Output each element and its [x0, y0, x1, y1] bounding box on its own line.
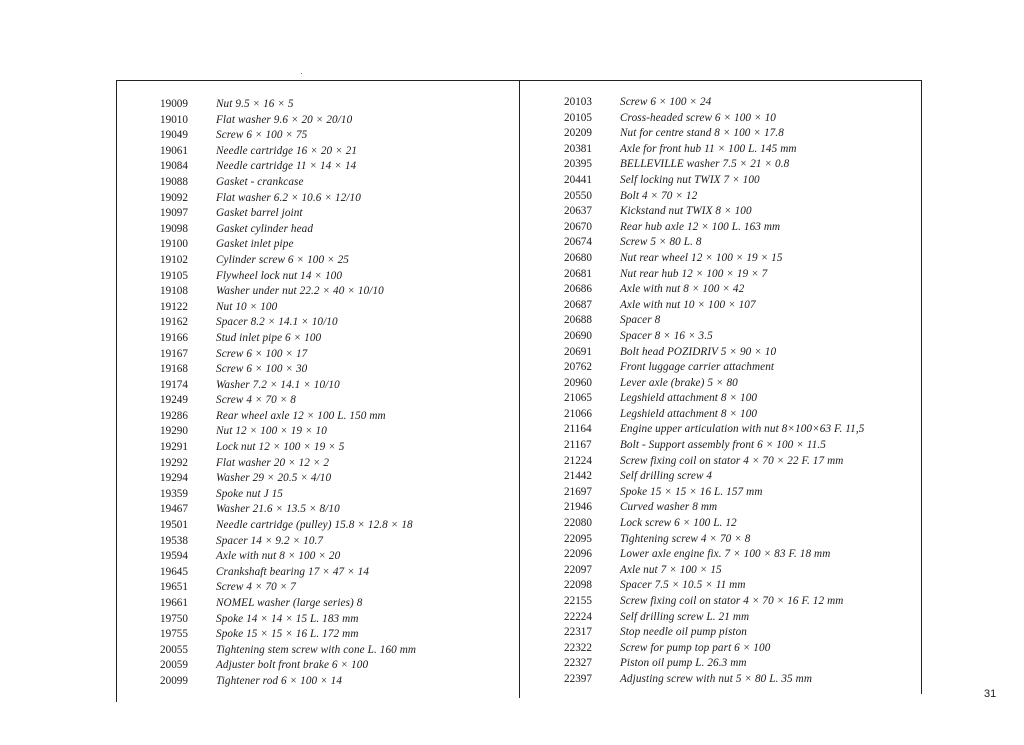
parts-list-row: [564, 345, 914, 361]
part-description: Nut 12 × 100 × 19 × 10: [216, 425, 327, 438]
parts-list-row: [160, 128, 510, 144]
part-description: Spoke 15 × 15 × 16 L. 172 mm: [216, 628, 359, 641]
parts-list-row: [564, 142, 914, 158]
parts-list-row: [160, 315, 510, 331]
parts-list-row: [564, 376, 914, 392]
parts-list-row: [564, 438, 914, 454]
part-number: 19467: [160, 503, 188, 516]
part-description: Gasket - crankcase: [216, 175, 304, 188]
parts-list-row: [160, 362, 510, 378]
parts-list-right-column: [564, 95, 914, 688]
parts-list-left-column: [160, 97, 510, 690]
part-number: 20762: [564, 361, 592, 374]
parts-list-row: [564, 95, 914, 111]
part-description: Nut rear hub 12 × 100 × 19 × 7: [620, 267, 768, 280]
parts-list-row: [564, 563, 914, 579]
parts-list-row: [160, 347, 510, 363]
part-number: 19291: [160, 441, 188, 454]
parts-list-row: [160, 612, 510, 628]
parts-list-row: [564, 360, 914, 376]
part-description: Screw 4 × 70 × 7: [216, 581, 296, 594]
table-right-rule: [921, 80, 922, 694]
part-number: 20637: [564, 205, 592, 218]
part-description: Adjusting screw with nut 5 × 80 L. 35 mm: [620, 672, 813, 685]
part-number: 19538: [160, 534, 188, 547]
part-number: 19168: [160, 363, 188, 376]
part-number: 19010: [160, 113, 188, 126]
parts-list-row: [160, 565, 510, 581]
part-number: 19100: [160, 238, 188, 251]
part-description: Axle nut 7 × 100 × 15: [620, 563, 722, 576]
part-number: 21697: [564, 485, 592, 498]
part-number: 19290: [160, 425, 188, 438]
part-number: 19049: [160, 129, 188, 142]
part-number: 20960: [564, 376, 592, 389]
part-number: 21224: [564, 454, 592, 467]
part-number: 19755: [160, 628, 188, 641]
part-description: Lower axle engine fix. 7 × 100 × 83 F. 18 mm: [620, 548, 831, 561]
part-description: Cylinder screw 6 × 100 × 25: [216, 253, 349, 266]
part-number: 21442: [564, 470, 592, 483]
parts-list-row: [564, 485, 914, 501]
parts-list-row: [564, 454, 914, 470]
part-description: Spacer 8.2 × 14.1 × 10/10: [216, 316, 338, 329]
parts-list-row: [160, 237, 510, 253]
part-number: 20381: [564, 142, 592, 155]
parts-list-row: [564, 516, 914, 532]
parts-list-row: [564, 204, 914, 220]
part-description: Lever axle (brake) 5 × 80: [620, 376, 738, 389]
part-number: 19249: [160, 394, 188, 407]
parts-list-row: [564, 532, 914, 548]
parts-list-row: [564, 189, 914, 205]
part-number: 20059: [160, 659, 188, 672]
part-number: 22080: [564, 517, 592, 530]
part-number: 20105: [564, 111, 592, 124]
part-description: Stud inlet pipe 6 × 100: [216, 331, 322, 344]
part-number: 21065: [564, 392, 592, 405]
part-description: Needle cartridge 16 × 20 × 21: [216, 144, 358, 157]
parts-list-row: [160, 580, 510, 596]
parts-list-row: [564, 625, 914, 641]
part-number: 22155: [564, 595, 592, 607]
parts-list-row: [160, 440, 510, 456]
parts-list-row: [160, 175, 510, 191]
part-number: 22317: [564, 626, 592, 639]
part-description: Screw 4 × 70 × 8: [216, 394, 296, 407]
part-number: 20055: [160, 643, 188, 656]
part-number: 19594: [160, 550, 188, 563]
part-description: Flat washer 20 × 12 × 2: [216, 456, 330, 469]
parts-list-row: [564, 594, 914, 610]
part-description: Screw fixing coil on stator 4 × 70 × 22 F. 17 mm: [620, 454, 844, 467]
parts-list-row: [564, 391, 914, 407]
part-number: 20686: [564, 283, 592, 296]
part-number: 22224: [564, 610, 592, 623]
parts-list-row: [160, 549, 510, 565]
part-number: 19097: [160, 207, 188, 220]
parts-list-row: [160, 674, 510, 690]
part-number: 19166: [160, 331, 188, 344]
part-description: Spacer 8 × 16 × 3.5: [620, 329, 713, 342]
part-number: 19102: [160, 253, 188, 266]
part-number: 21946: [564, 501, 592, 514]
parts-list-row: [160, 159, 510, 175]
part-description: Spacer 7.5 × 10.5 × 11 mm: [620, 579, 746, 592]
part-description: Gasket inlet pipe: [216, 238, 294, 251]
part-description: Gasket barrel joint: [216, 207, 303, 220]
part-description: Bolt 4 × 70 × 12: [620, 189, 698, 202]
part-number: 20674: [564, 236, 592, 249]
part-description: Cross-headed screw 6 × 100 × 10: [620, 111, 776, 124]
part-description: Spacer 8: [620, 314, 661, 327]
part-description: Axle for front hub 11 × 100 L. 145 mm: [620, 142, 797, 155]
part-description: Lock screw 6 × 100 L. 12: [620, 517, 737, 530]
part-number: 22397: [564, 672, 592, 685]
page-number: 31: [984, 688, 997, 700]
parts-list-row: [160, 222, 510, 238]
part-description: Curved washer 8 mm: [620, 501, 718, 514]
parts-list-row: [160, 253, 510, 269]
part-description: Nut rear wheel 12 × 100 × 19 × 15: [620, 251, 783, 264]
part-number: 20691: [564, 345, 592, 358]
parts-list-row: [564, 672, 914, 688]
part-number: 21066: [564, 407, 592, 420]
parts-list-row: [160, 518, 510, 534]
part-number: 21167: [564, 439, 592, 452]
part-description: Tightening stem screw with cone L. 160 mm: [216, 643, 417, 656]
part-description: Rear hub axle 12 × 100 L. 163 mm: [620, 220, 781, 233]
parts-list-row: [564, 282, 914, 298]
parts-list-row: [160, 300, 510, 316]
part-description: BELLEVILLE washer 7.5 × 21 × 0.8: [620, 158, 790, 171]
part-number: 19174: [160, 378, 188, 391]
part-description: Nut for centre stand 8 × 100 × 17.8: [620, 127, 784, 140]
parts-list-row: [160, 378, 510, 394]
parts-list-row: [160, 144, 510, 160]
part-description: Crankshaft bearing 17 × 47 × 14: [216, 565, 370, 578]
part-description: Self drilling screw 4: [620, 470, 713, 483]
parts-list-row: [564, 235, 914, 251]
part-description: Rear wheel axle 12 × 100 L. 150 mm: [216, 409, 386, 422]
part-description: Piston oil pump L. 26.3 mm: [620, 657, 747, 670]
part-description: Front luggage carrier attachment: [620, 361, 775, 374]
part-description: Screw 6 × 100 × 75: [216, 129, 308, 142]
parts-list-row: [564, 267, 914, 283]
parts-list-row: [160, 471, 510, 487]
part-number: 22095: [564, 532, 592, 545]
part-number: 19359: [160, 487, 188, 500]
parts-list-row: [160, 658, 510, 674]
part-description: Engine upper articulation with nut 8×100×63 F. 11,5: [620, 423, 865, 436]
part-description: NOMEL washer (large series) 8: [216, 597, 363, 609]
part-description: Spacer 14 × 9.2 × 10.7: [216, 534, 324, 547]
part-description: Tightening screw 4 × 70 × 8: [620, 532, 751, 545]
parts-list-row: [564, 407, 914, 423]
part-number: 19167: [160, 347, 188, 360]
part-description: Flywheel lock nut 14 × 100: [216, 269, 343, 282]
part-number: 21164: [564, 423, 592, 436]
part-description: Nut 9.5 × 16 × 5: [216, 98, 294, 110]
part-number: 22096: [564, 548, 592, 561]
parts-list-row: [564, 157, 914, 173]
parts-list-row: [564, 126, 914, 142]
parts-list-row: [564, 610, 914, 626]
parts-list-row: [160, 409, 510, 425]
part-description: Washer 7.2 × 14.1 × 10/10: [216, 378, 340, 391]
part-description: Spoke 15 × 15 × 16 L. 157 mm: [620, 485, 763, 498]
part-description: Lock nut 12 × 100 × 19 × 5: [216, 441, 345, 454]
part-description: Flat washer 6.2 × 10.6 × 12/10: [216, 191, 361, 204]
part-number: 19105: [160, 269, 188, 282]
parts-list-row: [160, 596, 510, 612]
parts-list-row: [564, 500, 914, 516]
part-number: 19162: [160, 316, 188, 329]
parts-list-row: [160, 487, 510, 503]
parts-list-row: [564, 220, 914, 236]
parts-list-row: [160, 627, 510, 643]
part-description: Gasket cylinder head: [216, 222, 314, 235]
part-description: Spoke nut J 15: [216, 487, 283, 500]
part-description: Legshield attachment 8 × 100: [620, 392, 758, 405]
part-number: 20441: [564, 173, 592, 186]
part-number: 20670: [564, 220, 592, 233]
parts-list-row: [564, 298, 914, 314]
part-number: 19286: [160, 409, 188, 422]
part-number: 20209: [564, 127, 592, 140]
parts-list-row: [564, 578, 914, 594]
part-description: Screw for pump top part 6 × 100: [620, 641, 771, 654]
parts-list-row: [564, 469, 914, 485]
part-number: 19084: [160, 160, 188, 173]
part-description: Tightener rod 6 × 100 × 14: [216, 674, 343, 687]
part-number: 19651: [160, 581, 188, 594]
part-description: Needle cartridge 11 × 14 × 14: [216, 160, 357, 173]
parts-list-row: [160, 502, 510, 518]
part-number: 20099: [160, 674, 188, 687]
part-number: 20688: [564, 314, 592, 327]
part-description: Screw 6 × 100 × 17: [216, 347, 308, 360]
parts-list-row: [160, 284, 510, 300]
parts-list-row: [160, 97, 510, 113]
part-number: 20690: [564, 329, 592, 342]
parts-list-row: [564, 656, 914, 672]
parts-list-row: [160, 456, 510, 472]
parts-list-row: [564, 251, 914, 267]
parts-list-row: [160, 393, 510, 409]
parts-list-row: [564, 422, 914, 438]
part-number: 20395: [564, 158, 592, 171]
part-description: Screw 6 × 100 × 24: [620, 96, 712, 108]
part-description: Axle with nut 10 × 100 × 107: [620, 298, 756, 311]
part-description: Flat washer 9.6 × 20 × 20/10: [216, 113, 353, 126]
part-number: 20681: [564, 267, 592, 280]
part-description: Self locking nut TWIX 7 × 100: [620, 173, 760, 186]
part-description: Spoke 14 × 14 × 15 L. 183 mm: [216, 612, 359, 625]
part-description: Needle cartridge (pulley) 15.8 × 12.8 × 18: [216, 519, 413, 532]
part-number: 20550: [564, 189, 592, 202]
part-description: Washer 29 × 20.5 × 4/10: [216, 472, 332, 485]
part-number: 20680: [564, 251, 592, 264]
part-number: 22322: [564, 641, 592, 654]
part-description: Kickstand nut TWIX 8 × 100: [620, 205, 752, 218]
parts-list-row: [160, 191, 510, 207]
part-number: 22097: [564, 563, 592, 576]
part-description: Bolt head POZIDRIV 5 × 90 × 10: [620, 345, 777, 358]
part-description: Stop needle oil pump piston: [620, 626, 747, 639]
parts-list-row: [160, 206, 510, 222]
part-description: Legshield attachment 8 × 100: [620, 407, 758, 420]
part-number: 19292: [160, 456, 188, 469]
part-description: Screw fixing coil on stator 4 × 70 × 16 F. 12 mm: [620, 595, 844, 607]
part-number: 20103: [564, 96, 592, 108]
part-number: 19122: [160, 300, 188, 313]
part-number: 19098: [160, 222, 188, 235]
parts-list-row: [564, 641, 914, 657]
parts-list-row: [564, 547, 914, 563]
part-number: 19108: [160, 285, 188, 298]
part-number: 19661: [160, 597, 188, 609]
parts-list-row: [160, 269, 510, 285]
parts-list-row: [160, 113, 510, 129]
part-description: Adjuster bolt front brake 6 × 100: [216, 659, 369, 672]
scan-speck: [301, 73, 302, 74]
parts-list-row: [564, 329, 914, 345]
part-description: Bolt - Support assembly front 6 × 100 × 11.5: [620, 439, 826, 452]
parts-list-row: [564, 313, 914, 329]
part-description: Nut 10 × 100: [216, 300, 278, 313]
part-description: Washer under nut 22.2 × 40 × 10/10: [216, 285, 384, 298]
part-number: 19501: [160, 519, 188, 532]
part-description: Axle with nut 8 × 100 × 42: [620, 283, 745, 296]
part-number: 22098: [564, 579, 592, 592]
part-number: 19088: [160, 175, 188, 188]
part-description: Axle with nut 8 × 100 × 20: [216, 550, 341, 563]
part-number: 19092: [160, 191, 188, 204]
parts-list-row: [160, 424, 510, 440]
parts-list-row: [160, 331, 510, 347]
parts-list-row: [160, 643, 510, 659]
part-description: Washer 21.6 × 13.5 × 8/10: [216, 503, 340, 516]
part-number: 19061: [160, 144, 188, 157]
table-center-rule: [519, 80, 520, 698]
part-description: Screw 6 × 100 × 30: [216, 363, 308, 376]
part-number: 22327: [564, 657, 592, 670]
parts-list-row: [564, 173, 914, 189]
part-number: 19294: [160, 472, 188, 485]
part-number: 19645: [160, 565, 188, 578]
table-left-rule: [116, 80, 117, 702]
part-number: 20687: [564, 298, 592, 311]
part-number: 19750: [160, 612, 188, 625]
parts-list-row: [160, 534, 510, 550]
part-number: 19009: [160, 98, 188, 110]
part-description: Self drilling screw L. 21 mm: [620, 610, 750, 623]
parts-list-row: [564, 111, 914, 127]
part-description: Screw 5 × 80 L. 8: [620, 236, 702, 249]
